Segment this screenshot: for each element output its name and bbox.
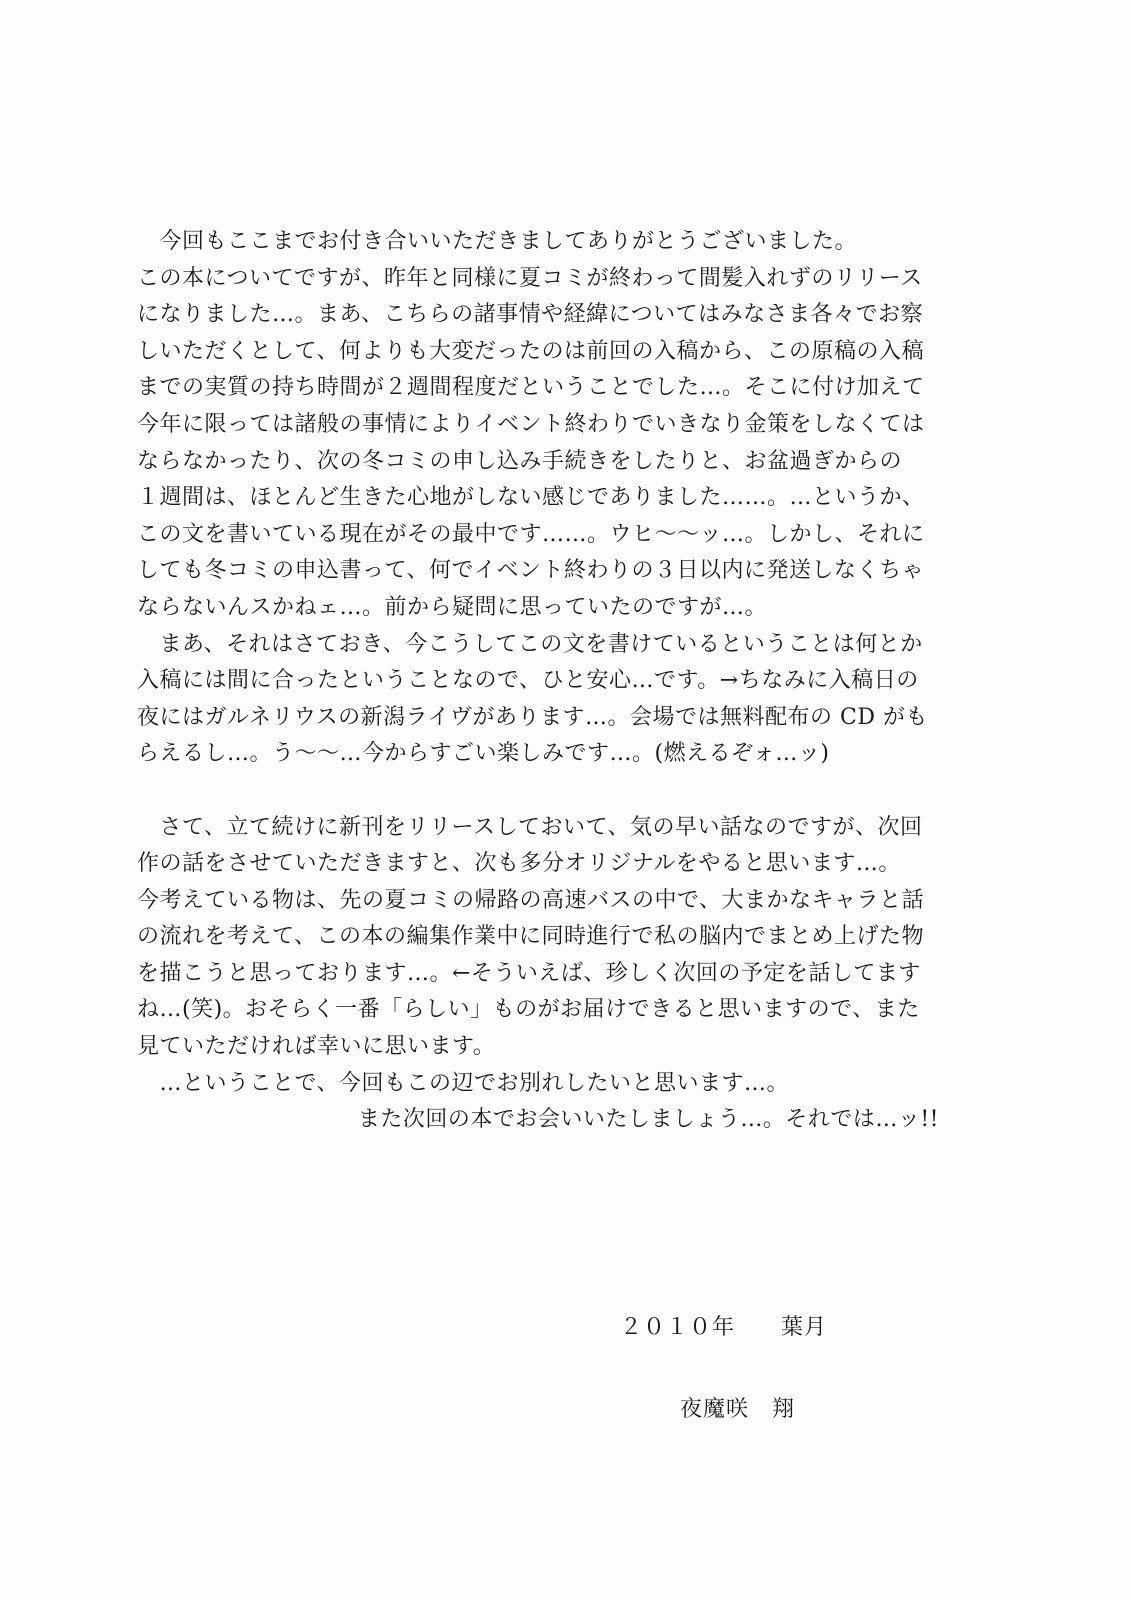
text-line: ならないんスかねェ…。前から疑問に思っていたのですが…。	[137, 594, 768, 620]
text-line: ならなかったり、次の冬コミの申し込み手続きをしたりと、お盆過ぎからの	[137, 448, 903, 474]
text-line: しても冬コミの申込書って、何でイベント終わりの３日以内に発送しなくちゃ	[137, 558, 925, 584]
afterword-text	[137, 224, 957, 1139]
text-line: この文を書いている現在がその最中です……。ウヒ～～ッ…。しかし、それに	[137, 521, 925, 547]
signature-date: ２０１０年 葉月	[620, 1315, 828, 1340]
text-line: 今回もここまでお付き合いいただきましてありがとうございました。	[137, 229, 858, 254]
text-line: この本についてですが、昨年と同様に夏コミが終わって間髪入れずのリリース	[137, 265, 923, 291]
text-line: ね…(笑)。おそらく一番「らしい」ものがお届けできると思いますので、また	[137, 997, 920, 1023]
text-line: 入稿には間に合ったということなので、ひと安心…です。→ちなみに入稿日の	[137, 668, 919, 694]
text-line: まあ、それはさておき、今こうしてこの文を書けているということは何とか	[137, 631, 923, 657]
text-line: 今年に限っては諸般の事情によりイベント終わりでいきなり金策をしなくては	[137, 411, 925, 437]
text-line: しいただくとして、何よりも大変だったのは前回の入稿から、この原稿の入稿	[137, 338, 925, 364]
text-line: になりました…。まあ、こちらの諸事情や経緯についてはみなさま各々でお察	[137, 302, 924, 328]
signature-author: 夜魔咲 翔	[680, 1397, 796, 1422]
text-line: を描こうと思っております…。←そういえば、珍しく次回の予定を話してます	[137, 960, 921, 986]
text-line: までの実質の持ち時間が２週間程度だということでした…。そこに付け加えて	[137, 375, 925, 401]
closing-line: また次回の本でお会いいたしましょう…。それでは…ッ!!	[357, 1107, 939, 1133]
text-line: 夜にはガルネリウスの新潟ライヴがあります…。会場では無料配布の CD がも	[137, 704, 928, 730]
text-line: 今考えている物は、先の夏コミの帰路の高速バスの中で、大まかなキャラと話	[137, 887, 925, 913]
text-line: 見ていただければ幸いに思います。	[137, 1034, 496, 1060]
text-line: の流れを考えて、この本の編集作業中に同時進行で私の脳内でまとめ上げた物	[137, 924, 925, 950]
paragraph-gap	[137, 773, 957, 810]
text-line: １週間は、ほとんど生きた心地がしない感じでありました……。…というか、	[137, 485, 925, 511]
text-line: さて、立て続けに新刊をリリースしておいて、気の早い話なのですが、次回	[137, 814, 923, 840]
text-line: らえるし…。う～～…今からすごい楽しみです…。(燃えるぞォ…ッ)	[137, 741, 830, 767]
text-line: …ということで、今回もこの辺でお別れしたいと思います…。	[137, 1070, 790, 1096]
text-line: 作の話をさせていただきますと、次も多分オリジナルをやると思います…。	[137, 851, 901, 877]
